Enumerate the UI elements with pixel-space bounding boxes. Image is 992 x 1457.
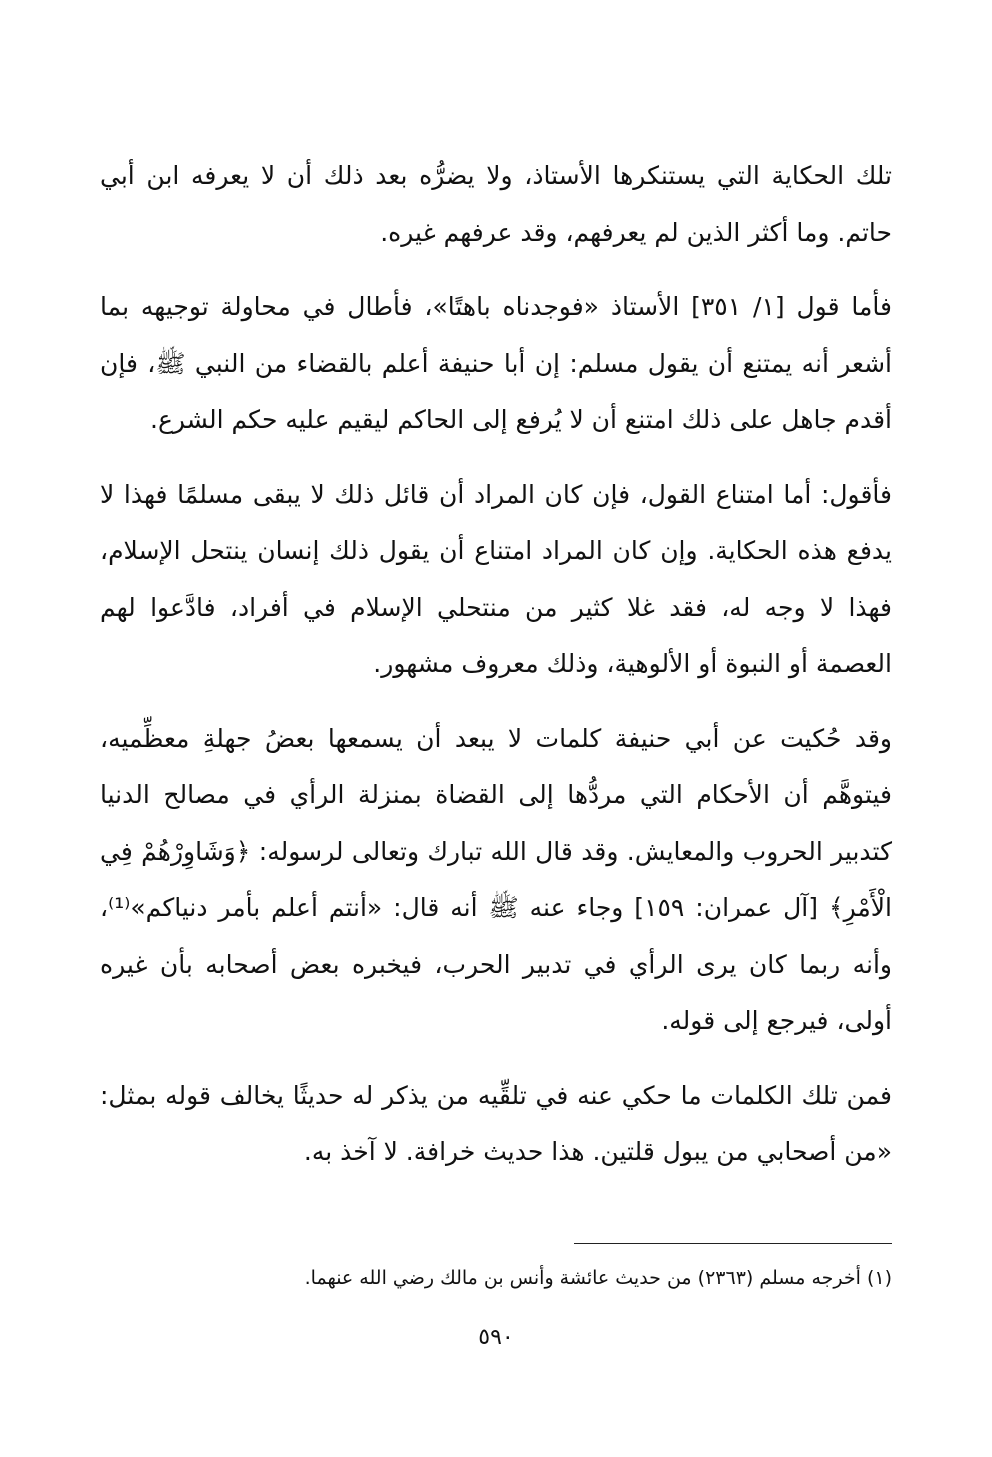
page-body [100, 148, 892, 1199]
paragraph-1: تلك الحكاية التي يستنكرها الأستاذ، ولا يضرُّه بعد ذلك أن لا يعرفه ابن أبي حاتم. وما أكثر الذين لم يعرفهم، وقد عرفهم غيره. [100, 161, 892, 247]
footnote-divider [574, 1243, 892, 1244]
paragraph-5: فمن تلك الكلمات ما حكي عنه في تلقِّيه من يذكر له حديثًا يخالف قوله بمثل: «من أصحابي من يبول قلتين. هذا حديث خرافة. لا آخذ به. [100, 1080, 892, 1166]
paragraph-2: فأما قول [١/ ٣٥١] الأستاذ «فوجدناه باهتًا»، فأطال في محاولة توجيهه بما أشعر أنه يمتنع أن يقول مسلم: إن أبا حنيفة أعلم بالقضاء من النبي ﷺ، فإن أقدم جاهل على ذلك امتنع أن لا يُرفع إلى الحاكم ليقيم عليه حكم الشرع. [100, 292, 892, 434]
paragraph-4: وقد حُكيت عن أبي حنيفة كلمات لا يبعد أن يسمعها بعضُ جهلةِ معظِّميه، فيتوهَّم أن الأحكام التي مردُّها إلى القضاة بمنزلة الرأي في مصالح الدنيا كتدبير الحروب والمعايش. وقد قال الله تبارك وتعالى لرسوله: ﴿وَشَاوِرْهُمْ فِي الْأَمْرِ﴾ [آل عمران: ١٥٩] وجاء عنه ﷺ أنه قال: «أنتم أعلم بأمر دنياكم»⁽¹⁾، وأنه ربما كان يرى الرأي في تدبير الحرب، فيخبره بعض أصحابه بأن غيره أولى، فيرجع إلى قوله. [100, 723, 892, 1035]
page-number: ٥٩٠ [478, 1325, 514, 1350]
footnote: (١) أخرجه مسلم (٢٣٦٣) من حديث عائشة وأنس بن مالك رضي الله عنهما. [304, 1267, 892, 1289]
paragraph-3: فأقول: أما امتناع القول، فإن كان المراد أن قائل ذلك لا يبقى مسلمًا فهذا لا يدفع هذه الحكاية. وإن كان المراد امتناع أن يقول ذلك إنسان ينتحل الإسلام، فهذا لا وجه له، فقد غلا كثير من منتحلي الإسلام في أفراد، فادَّعوا لهم العصمة أو النبوة أو الألوهية، وذلك معروف مشهور. [100, 479, 892, 678]
